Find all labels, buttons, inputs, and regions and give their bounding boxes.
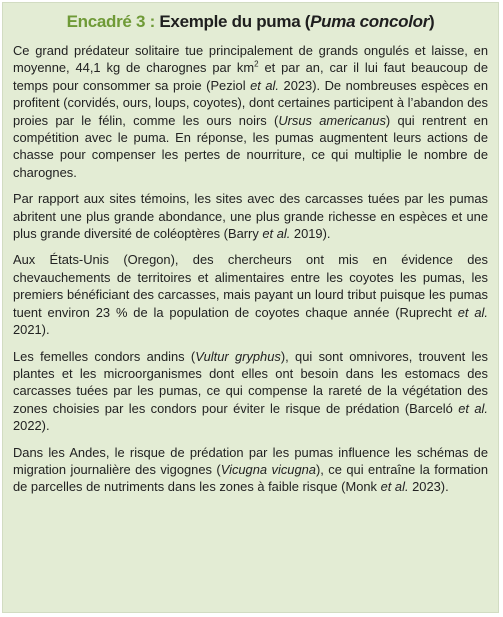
paragraph-4 xyxy=(13,348,488,435)
paragraph-2 xyxy=(13,190,488,242)
p5-text-c: ), ce qui entraîne la formation de parcelles de nutriments dans les zones à faible risque (Monk xyxy=(13,461,489,495)
p5-etal: et al. xyxy=(380,479,409,495)
p5-text-e: 2023). xyxy=(408,479,449,495)
p4-text-a: Les femelles condors andins ( xyxy=(13,348,196,364)
p3-text-c: 2021). xyxy=(13,322,50,338)
p1-etal: et al. xyxy=(250,77,280,93)
p4-text-c: ), qui sont omnivores, trouvent les plantes et les microorganismes dont elles ont besoin dans les estomacs des carcasses tuées par les pumas, ce qui compense la rareté de la végétation des zones choisies par les condors pour éviter le risque de prédation (Barceló xyxy=(13,348,488,416)
box-title xyxy=(3,12,498,32)
box-content xyxy=(3,32,498,496)
encadre-box xyxy=(2,2,499,613)
paragraph-1 xyxy=(13,42,488,181)
p1-text-d: 2023). De nombreuses espèces en profitent (corvidés, ours, loups, coyotes), dont certaines participent à l’abandon des proies par le félin, comme les ours noirs ( xyxy=(13,77,488,128)
paragraph-3 xyxy=(13,251,488,338)
p1-species: Ursus americanus xyxy=(278,112,386,128)
p1-text-b: et par an, car il lui faut beaucoup de temps pour consommer sa proie (Peziol xyxy=(13,60,488,93)
p2-etal: et al. xyxy=(262,226,291,242)
p3-etal: et al. xyxy=(457,304,489,320)
box-title-main: Exemple du puma ( xyxy=(159,12,311,31)
p4-species: Vultur gryphus xyxy=(195,348,281,364)
p1-text-a: Ce grand prédateur solitaire tue principalement de grands ongulés et laisse, en moyenne, 44,1 kg de charognes par km xyxy=(13,43,488,76)
p5-species: Vicugna vicugna xyxy=(220,461,316,477)
p1-text-f: ) qui rentrent en compétition avec le puma. En réponse, les pumas augmentent leurs actions de chasse pour compenser les pertes de nourriture, ce qui multiplie le nombre de charognes. xyxy=(13,112,488,180)
p2-text-c: 2019). xyxy=(290,226,331,242)
p5-text-a: Dans les Andes, le risque de prédation par les pumas influence les schémas de migration journalière des vigognes ( xyxy=(13,444,488,477)
p3-text-a: Aux États-Unis (Oregon), des chercheurs ont mis en évidence des chevauchements de territoires et alimentaires entre les coyotes les pumas, les premiers bénéficiant des carcasses, mais payant un lourd tribut puisque les pumas tuent environ 23 % de la population de coyotes chaque année (Ruprecht xyxy=(13,252,488,320)
p1-superscript: 2 xyxy=(254,60,259,70)
p4-etal: et al. xyxy=(458,400,488,416)
box-title-close: ) xyxy=(429,12,435,31)
box-title-species: Puma concolor xyxy=(310,12,430,31)
box-label: Encadré 3 : xyxy=(66,12,155,31)
paragraph-5 xyxy=(13,444,488,496)
p2-text-a: Par rapport aux sites témoins, les sites avec des carcasses tuées par les pumas abritent une plus grande abondance, une plus grande richesse en espèces et une plus grande diversité de coléoptères (Barry xyxy=(13,191,488,242)
p4-text-e: 2022). xyxy=(13,418,50,434)
